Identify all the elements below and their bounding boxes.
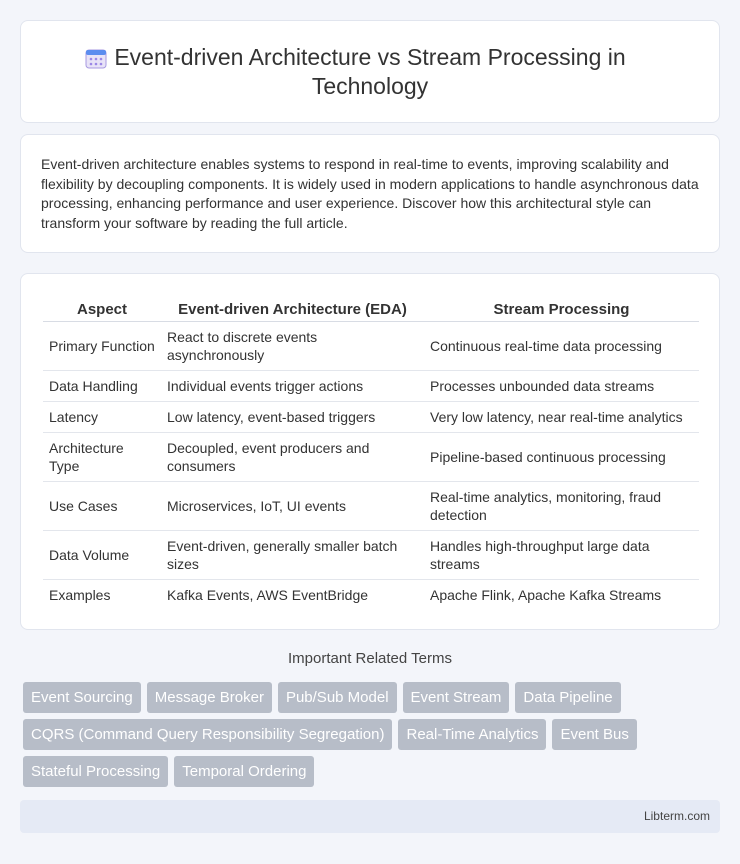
tag-pub-sub-model[interactable]: Pub/Sub Model — [278, 682, 397, 713]
table-cell: Real-time analytics, monitoring, fraud detection — [424, 481, 699, 530]
comparison-card — [20, 273, 720, 630]
page-title-line-1: Event-driven Architecture vs Stream Processing in — [114, 44, 626, 70]
header-aspect: Aspect — [43, 294, 161, 321]
table-row — [43, 370, 699, 401]
tag-message-broker[interactable]: Message Broker — [147, 682, 272, 713]
table-cell: Data Handling — [43, 370, 161, 401]
table-cell: Primary Function — [43, 321, 161, 370]
tag-event-stream[interactable]: Event Stream — [403, 682, 510, 713]
table-cell: Individual events trigger actions — [161, 370, 424, 401]
tag-temporal-ordering[interactable]: Temporal Ordering — [174, 756, 314, 787]
table-cell: Data Volume — [43, 530, 161, 579]
comparison-table — [43, 294, 699, 610]
tag-event-sourcing[interactable]: Event Sourcing — [23, 682, 141, 713]
table-cell: Continuous real-time data processing — [424, 321, 699, 370]
footer-site-link[interactable]: Libterm.com — [643, 809, 710, 823]
related-terms-heading: Important Related Terms — [288, 650, 452, 667]
table-cell: Kafka Events, AWS EventBridge — [167, 586, 369, 603]
intro-text: Event-driven architecture enables systems to respond in real-time to events, improving scalability and flexibility by decoupling components. It is widely used in modern applications to handle asynchronous data processing, enhancing performance and user experience. Discover how this architectural style can transform your software by reading the full article. — [41, 156, 699, 231]
intro-card — [20, 134, 720, 253]
table-row — [43, 321, 699, 370]
table-cell: Processes unbounded data streams — [424, 370, 699, 401]
table-row — [43, 579, 699, 610]
table-cell: Latency — [43, 401, 161, 432]
table-cell: React to discrete events asynchronously — [161, 321, 424, 370]
related-terms-list — [23, 682, 723, 793]
table-cell: Apache Flink, Apache Kafka Streams — [430, 586, 662, 603]
table-row — [43, 481, 699, 530]
table-cell: Examples — [49, 586, 111, 603]
title-card — [20, 20, 720, 123]
footer — [20, 800, 720, 833]
table-cell: Very low latency, near real-time analytics — [424, 401, 699, 432]
tag-cqrs[interactable]: CQRS (Command Query Responsibility Segregation) — [23, 719, 392, 750]
table-cell: Use Cases — [43, 481, 161, 530]
table-cell: Decoupled, event producers and consumers — [161, 432, 424, 481]
tag-real-time-analytics[interactable]: Real-Time Analytics — [398, 719, 546, 750]
header-eda: Event-driven Architecture (EDA) — [161, 294, 424, 321]
table-cell: Architecture Type — [43, 432, 161, 481]
table-header-row — [43, 294, 699, 321]
table-cell: Microservices, IoT, UI events — [161, 481, 424, 530]
header-stream-processing: Stream Processing — [424, 294, 699, 321]
tag-data-pipeline[interactable]: Data Pipeline — [515, 682, 620, 713]
table-cell: Pipeline-based continuous processing — [424, 432, 699, 481]
table-cell: Low latency, event-based triggers — [161, 401, 424, 432]
table-row — [43, 530, 699, 579]
table-cell: Event-driven, generally smaller batch sizes — [161, 530, 424, 579]
page-title — [21, 43, 719, 101]
table-cell: Handles high-throughput large data streams — [424, 530, 699, 579]
table-row — [43, 401, 699, 432]
page-title-line-2: Technology — [311, 73, 429, 99]
tag-stateful-processing[interactable]: Stateful Processing — [23, 756, 168, 787]
tag-event-bus[interactable]: Event Bus — [552, 719, 636, 750]
table-row — [43, 432, 699, 481]
